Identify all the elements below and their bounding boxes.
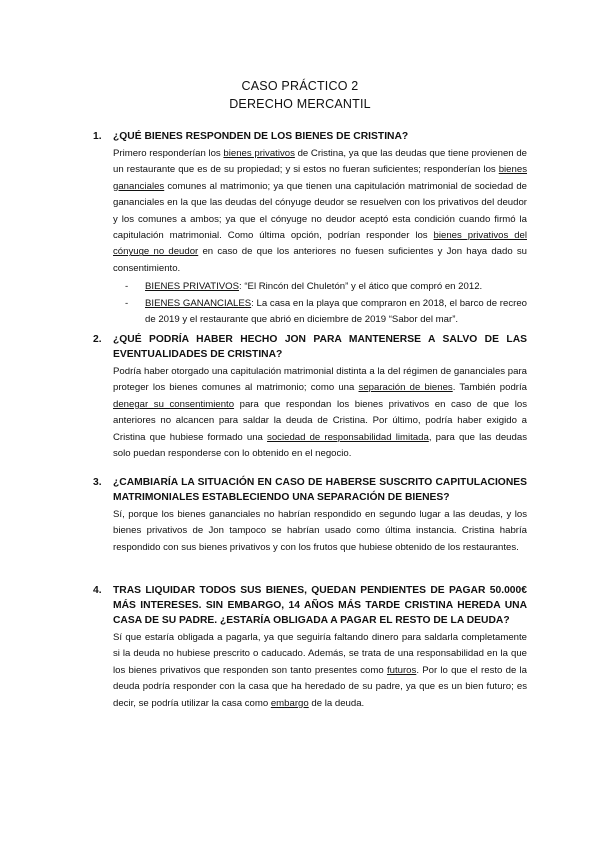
list-item-text: : “El Rincón del Chuletón” y el ático que compró en 2012.: [239, 281, 483, 293]
answer-text: para que respondan los bienes privativos en caso de que los anteriores no alcancen para saldar la deuda de Cristina. Por último, podría haber exigido a Cristina que hubiese formado una: [113, 398, 527, 443]
underlined-term: futuros: [386, 664, 417, 676]
question-answer: [113, 630, 527, 712]
underlined-term: bienes privativos del cónyuge no deudor: [113, 230, 527, 258]
answer-text: comunes al matrimonio; ya que tienen una capitulación matrimonial de sociedad de gananciales en la que las deudas del cónyuge deudor se resuelven con los privativos del deudor y los comunes a ambos; ya que el cónyuge no deudor aceptó esta condición cuando firmó la capitulación matrimonial. Como última opción, podrían responder los: [113, 180, 527, 242]
question-answer: [113, 364, 527, 462]
question-title: TRAS LIQUIDAR TODOS SUS BIENES, QUEDAN PENDIENTES DE PAGAR 50.000€ MÁS INTERESES. SIN EMBARGO, 14 AÑOS MÁS TARDE CRISTINA HEREDA UNA CASA DE SU PADRE. ¿ESTARÍA OBLIGADA A PAGAR EL RESTO DE LA DEUDA?: [113, 585, 527, 626]
question-title: ¿CAMBIARÍA LA SITUACIÓN EN CASO DE HABERSE SUSCRITO CAPITULACIONES MATRIMONIALES ESTABLECIENDO UNA SEPARACIÓN DE BIENES?: [113, 477, 527, 503]
question-answer: Sí, porque los bienes gananciales no habrían respondido en segundo lugar a las deudas, y los bienes privativos de Jon tampoco se habrían usado como última instancia. Cristina habría respondido con sus bienes privativos y con los frutos que hubiese obtenido de los restaurantes.: [113, 509, 527, 553]
question-3: [93, 475, 527, 556]
list-item-label: BIENES GANANCIALES: [145, 297, 252, 309]
answer-text: de la deuda.: [308, 697, 365, 709]
list-item: [113, 296, 527, 329]
answer-text: de Cristina, ya que las deudas que tiene provienen de un restaurante que es de su propiedad; y si estos no fueran suficientes; responderían los: [113, 148, 527, 176]
list-item-text: : La casa en la playa que compraron en 2018, el barco de recreo de 2019 y el restaurante que abrió en diciembre de 2019 “Sabor del mar”.: [145, 297, 527, 326]
answer-text: Podría haber otorgado una capitulación matrimonial distinta a la del régimen de gananciales para proteger los bienes comunes al matrimonio; como una: [113, 366, 527, 394]
question-title: ¿QUÉ BIENES RESPONDEN DE LOS BIENES DE CRISTINA?: [113, 131, 409, 142]
dash-bullet: -: [125, 281, 129, 293]
answer-text: Sí que estaría obligada a pagarla, ya que seguiría faltando dinero para saldarla completamente si la deuda no hubiese prescrito o caducado. Además, se trata de una responsabilidad en la que los bienes privativos que responden son tanto presentes como: [113, 632, 527, 676]
list-item-label: BIENES PRIVATIVOS: [145, 281, 240, 293]
underlined-term: denegar su consentimiento: [113, 398, 235, 410]
question-title: ¿QUÉ PODRÍA HABER HECHO JON PARA MANTENERSE A SALVO DE LAS EVENTUALIDADES DE CRISTINA?: [113, 334, 527, 360]
question-answer: [113, 146, 527, 277]
question-number: 2.: [93, 334, 102, 345]
question-2: [93, 332, 527, 462]
question-1: [93, 129, 527, 328]
question-number: 1.: [93, 131, 102, 142]
question-4: [93, 583, 527, 712]
underlined-term: sociedad de responsabilidad limitada: [267, 431, 429, 443]
document-title: CASO PRÁCTICO 2: [241, 79, 359, 93]
assets-list: [113, 279, 527, 328]
answer-text: en caso de que los anteriores no fuesen suficientes y Jon haya dado su consentimiento.: [113, 246, 527, 274]
answer-text: . También podría: [452, 382, 527, 394]
answer-text: Primero responderían los: [113, 148, 224, 159]
dash-bullet: -: [125, 297, 129, 309]
underlined-term: separación de bienes: [358, 382, 453, 394]
answer-text: . Por lo que el resto de la deuda podría responder con la casa que ha heredado de su padre, ya que es un bien futuro; es decir, se podría utilizar la casa como: [113, 664, 527, 709]
document-subtitle: DERECHO MERCANTIL: [229, 97, 371, 111]
underlined-term: embargo: [270, 697, 309, 709]
answer-text: , para que las deudas solo puedan responderse con lo obtenido en el negocio.: [113, 431, 527, 460]
list-item: [113, 279, 527, 295]
question-number: 4.: [93, 585, 102, 596]
underlined-term: bienes gananciales: [113, 164, 527, 192]
question-number: 3.: [93, 477, 102, 488]
underlined-term: bienes privativos: [223, 148, 295, 159]
